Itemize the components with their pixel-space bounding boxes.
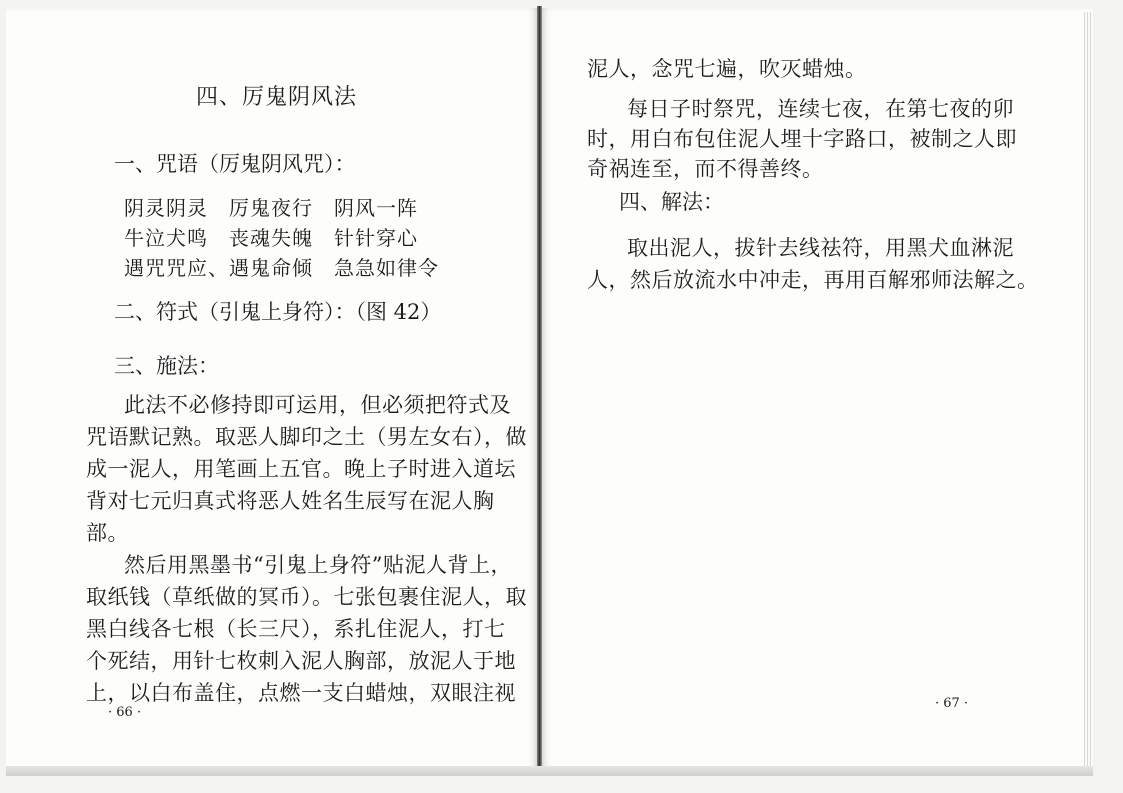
- section-heading-procedure: 三、施法：: [114, 354, 219, 378]
- verse-line: 遇咒咒应、遇鬼命倾 急急如律令: [124, 256, 439, 280]
- section-heading-incantation: 一、咒语（厉鬼阴风咒）：: [114, 152, 356, 176]
- left-page: [6, 8, 538, 773]
- body-line: 每日子时祭咒，连续七夜，在第七夜的卯: [627, 97, 1014, 121]
- body-line: 部。: [86, 521, 129, 545]
- body-line: 人，然后放流水中冲走，再用百解邪师法解之。: [587, 268, 1039, 292]
- section-heading-talisman: 二、符式（引鬼上身符）：（图 42）: [114, 300, 442, 324]
- body-line: 然后用黑墨书“引鬼上身符”贴泥人背上，: [124, 553, 512, 577]
- body-line: 奇祸连至，而不得善终。: [587, 157, 824, 181]
- section-heading-resolution: 四、解法：: [619, 190, 724, 214]
- page-number: · 66 ·: [108, 705, 142, 720]
- book-spine: [537, 6, 542, 774]
- body-line: 泥人，念咒七遍，吹灭蜡烛。: [587, 57, 867, 81]
- body-line: 背对七元归真式将恶人姓名生辰写在泥人胸: [86, 489, 495, 513]
- body-line: 取纸钱（草纸做的冥币）。七张包裹住泥人，取: [86, 585, 527, 609]
- page-edge: [1084, 12, 1092, 772]
- page-bottom-shadow: [6, 766, 1093, 776]
- body-line: 个死结，用针七枚刺入泥人胸部，放泥人于地: [86, 649, 516, 673]
- right-page: [541, 8, 1093, 773]
- body-line: 黑白线各七根（长三尺），系扎住泥人，打七: [86, 617, 506, 641]
- body-line: 取出泥人，拔针去线祛符，用黑犬血淋泥: [627, 236, 1014, 260]
- verse-line: 阴灵阴灵 厉鬼夜行 阴风一阵: [124, 196, 418, 220]
- body-line: 咒语默记熟。取恶人脚印之土（男左女右），做: [86, 425, 527, 449]
- page-number: · 67 ·: [935, 696, 969, 711]
- body-line: 成一泥人，用笔画上五官。晚上子时进入道坛: [86, 457, 516, 481]
- body-line: 时，用白布包住泥人埋十字路口，被制之人即: [587, 127, 1017, 151]
- verse-line: 牛泣犬鸣 丧魂失魄 针针穿心: [124, 226, 418, 250]
- chapter-title: 四、厉鬼阴风法: [196, 85, 358, 110]
- body-line: 上，以白布盖住，点燃一支白蜡烛，双眼注视: [86, 681, 516, 705]
- body-line: 此法不必修持即可运用，但必须把符式及: [124, 393, 511, 417]
